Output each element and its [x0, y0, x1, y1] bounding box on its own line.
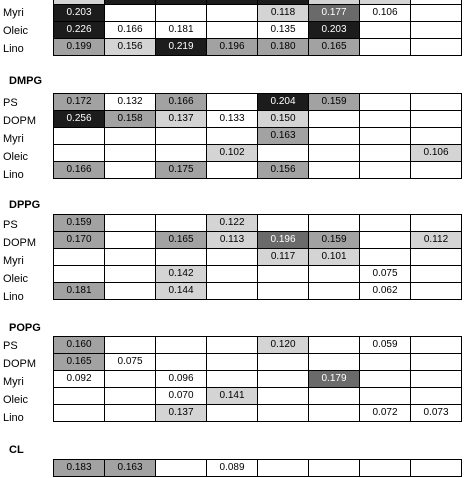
table-cell: 0.075 [360, 266, 411, 283]
table-cell [258, 371, 309, 388]
table-row [54, 215, 462, 232]
table-cell: 0.160 [54, 337, 105, 354]
table-cell [156, 337, 207, 354]
table-row [54, 111, 462, 128]
table-cell: 0.196 [207, 39, 258, 56]
table-cell [309, 283, 360, 300]
table-cell: 0.166 [54, 162, 105, 179]
table-cell: 0.142 [156, 266, 207, 283]
table-cell: 0.163 [258, 128, 309, 145]
table-cell [258, 388, 309, 405]
table-cell [258, 283, 309, 300]
table-cell [207, 354, 258, 371]
table-cell [105, 405, 156, 422]
table-cell: 0.203 [309, 22, 360, 39]
table-cell [411, 388, 462, 405]
table-cell [360, 111, 411, 128]
table-cell [411, 22, 462, 39]
table-cell [54, 128, 105, 145]
table-cell [360, 94, 411, 111]
table-cell: 0.059 [360, 337, 411, 354]
table-cell [360, 388, 411, 405]
table-cell [309, 128, 360, 145]
table-cell: 0.062 [360, 283, 411, 300]
table-cell: 0.172 [54, 94, 105, 111]
row-label: DOPM [3, 237, 36, 249]
table-cell: 0.102 [207, 145, 258, 162]
table-cell [156, 5, 207, 22]
table-cell [360, 22, 411, 39]
table-cell [105, 128, 156, 145]
table-cell [207, 283, 258, 300]
table-cell [258, 266, 309, 283]
table-row [54, 39, 462, 56]
table-cell: 0.089 [207, 460, 258, 477]
table-cell: 0.158 [105, 111, 156, 128]
table-cell: 0.132 [105, 94, 156, 111]
table-cell: 0.175 [156, 162, 207, 179]
table-cell: 0.226 [54, 22, 105, 39]
table-cell: 0.180 [258, 39, 309, 56]
table-cell: 0.181 [54, 283, 105, 300]
table-cell [54, 405, 105, 422]
table-cell [207, 249, 258, 266]
table-cell [411, 128, 462, 145]
data-grid [53, 214, 462, 300]
table-cell [411, 283, 462, 300]
table-cell: 0.165 [309, 39, 360, 56]
table-row [54, 128, 462, 145]
table-cell [54, 249, 105, 266]
table-cell [207, 266, 258, 283]
table-cell: 0.165 [156, 232, 207, 249]
table-cell: 0.073 [411, 405, 462, 422]
table-cell [54, 388, 105, 405]
table-cell: 0.179 [309, 371, 360, 388]
table-cell: 0.096 [156, 371, 207, 388]
table-cell [360, 215, 411, 232]
table-cell [309, 354, 360, 371]
row-label: DOPM [3, 115, 36, 127]
table-cell [360, 162, 411, 179]
table-row [54, 371, 462, 388]
table-cell: 0.165 [54, 354, 105, 371]
table-cell: 0.106 [411, 145, 462, 162]
table-cell [207, 128, 258, 145]
table-cell [360, 354, 411, 371]
table-cell [156, 145, 207, 162]
table-cell: 0.070 [156, 388, 207, 405]
table-cell [411, 266, 462, 283]
row-label: DOPM [3, 358, 36, 370]
data-grid [53, 336, 462, 422]
table-cell: 0.163 [105, 460, 156, 477]
table-row [54, 5, 462, 22]
table-cell: 0.204 [258, 94, 309, 111]
table-cell [360, 232, 411, 249]
table-cell [411, 111, 462, 128]
table-cell [105, 371, 156, 388]
row-label: Myri [3, 376, 24, 388]
row-label: Oleic [3, 394, 29, 406]
table-row [54, 162, 462, 179]
table-cell [309, 337, 360, 354]
table-row [54, 354, 462, 371]
table-cell [411, 337, 462, 354]
table-cell [105, 388, 156, 405]
table-cell [156, 354, 207, 371]
data-grid [53, 93, 462, 179]
table-cell [411, 39, 462, 56]
row-label: PS [3, 340, 18, 352]
table-cell [309, 266, 360, 283]
table-cell [105, 337, 156, 354]
table-cell: 0.141 [207, 388, 258, 405]
row-label: Myri [3, 133, 24, 145]
table-cell: 0.166 [105, 22, 156, 39]
table-cell [105, 232, 156, 249]
table-cell [258, 215, 309, 232]
row-label [3, 460, 51, 478]
table-cell [360, 249, 411, 266]
table-cell [411, 354, 462, 371]
table-cell [258, 354, 309, 371]
table-cell: 0.106 [360, 5, 411, 22]
table-cell [207, 5, 258, 22]
table-cell [105, 215, 156, 232]
table-cell [411, 215, 462, 232]
table-cell: 0.133 [207, 111, 258, 128]
table-cell [309, 162, 360, 179]
table-cell [156, 249, 207, 266]
table-row [54, 283, 462, 300]
table-cell: 0.113 [207, 232, 258, 249]
table-cell: 0.196 [258, 232, 309, 249]
table-cell: 0.075 [105, 354, 156, 371]
table-row [54, 337, 462, 354]
table-cell: 0.156 [258, 162, 309, 179]
table-cell [156, 215, 207, 232]
row-label: Lino [3, 43, 24, 55]
table-cell [411, 5, 462, 22]
table-row [54, 22, 462, 39]
table-cell [360, 39, 411, 56]
table-cell: 0.177 [309, 5, 360, 22]
table-cell [258, 145, 309, 162]
table-row [54, 388, 462, 405]
table-cell [309, 215, 360, 232]
row-label: Oleic [3, 25, 29, 37]
table-cell: 0.150 [258, 111, 309, 128]
table-cell: 0.159 [309, 94, 360, 111]
section-title: CL [9, 444, 24, 456]
data-grid [53, 459, 462, 477]
table-cell [309, 111, 360, 128]
row-label: Myri [3, 255, 24, 267]
table-row [54, 94, 462, 111]
table-cell: 0.203 [54, 5, 105, 22]
row-label: Oleic [3, 273, 29, 285]
table-cell [105, 283, 156, 300]
table-cell: 0.092 [54, 371, 105, 388]
table-cell [54, 266, 105, 283]
table-cell: 0.170 [54, 232, 105, 249]
row-label: Lino [3, 169, 24, 181]
table-cell [411, 94, 462, 111]
table-cell: 0.120 [258, 337, 309, 354]
table-cell: 0.199 [54, 39, 105, 56]
table-cell [309, 145, 360, 162]
table-cell [207, 337, 258, 354]
table-cell: 0.144 [156, 283, 207, 300]
table-cell [207, 405, 258, 422]
row-label: Myri [3, 7, 24, 19]
table-cell [309, 388, 360, 405]
table-cell: 0.112 [411, 232, 462, 249]
table-cell: 0.117 [258, 249, 309, 266]
table-row [54, 145, 462, 162]
table-cell: 0.159 [309, 232, 360, 249]
table-cell: 0.122 [207, 215, 258, 232]
table-cell [105, 249, 156, 266]
table-cell: 0.156 [105, 39, 156, 56]
table-cell [105, 145, 156, 162]
table-cell [207, 162, 258, 179]
table-cell [105, 162, 156, 179]
section-title: DMPG [9, 75, 42, 87]
section-title: POPG [9, 322, 41, 334]
table-cell [360, 128, 411, 145]
table-cell [411, 162, 462, 179]
table-cell [105, 266, 156, 283]
table-cell: 0.137 [156, 111, 207, 128]
table-row [54, 405, 462, 422]
table-cell [360, 371, 411, 388]
row-label: Oleic [3, 151, 29, 163]
table-cell [105, 5, 156, 22]
row-label: PS [3, 219, 18, 231]
table-row [54, 266, 462, 283]
table-row [54, 249, 462, 266]
table-cell: 0.219 [156, 39, 207, 56]
table-cell [411, 249, 462, 266]
table-cell [207, 94, 258, 111]
table-cell: 0.166 [156, 94, 207, 111]
table-cell [54, 145, 105, 162]
table-cell: 0.072 [360, 405, 411, 422]
table-cell: 0.183 [54, 460, 105, 477]
table-cell: 0.137 [156, 405, 207, 422]
table-cell: 0.256 [54, 111, 105, 128]
table-cell: 0.118 [258, 5, 309, 22]
table-row [54, 232, 462, 249]
row-label: Lino [3, 291, 24, 303]
table-cell [207, 371, 258, 388]
table-cell: 0.181 [156, 22, 207, 39]
table-cell [207, 22, 258, 39]
row-label: PS [3, 97, 18, 109]
table-cell [258, 405, 309, 422]
table-cell: 0.159 [54, 215, 105, 232]
row-label: Lino [3, 412, 24, 424]
table-cell [411, 371, 462, 388]
table-cell [360, 145, 411, 162]
table-cell: 0.135 [258, 22, 309, 39]
data-grid [53, 0, 462, 56]
table-cell [156, 128, 207, 145]
table-cell: 0.101 [309, 249, 360, 266]
section-title: DPPG [9, 199, 41, 211]
table-cell [309, 405, 360, 422]
